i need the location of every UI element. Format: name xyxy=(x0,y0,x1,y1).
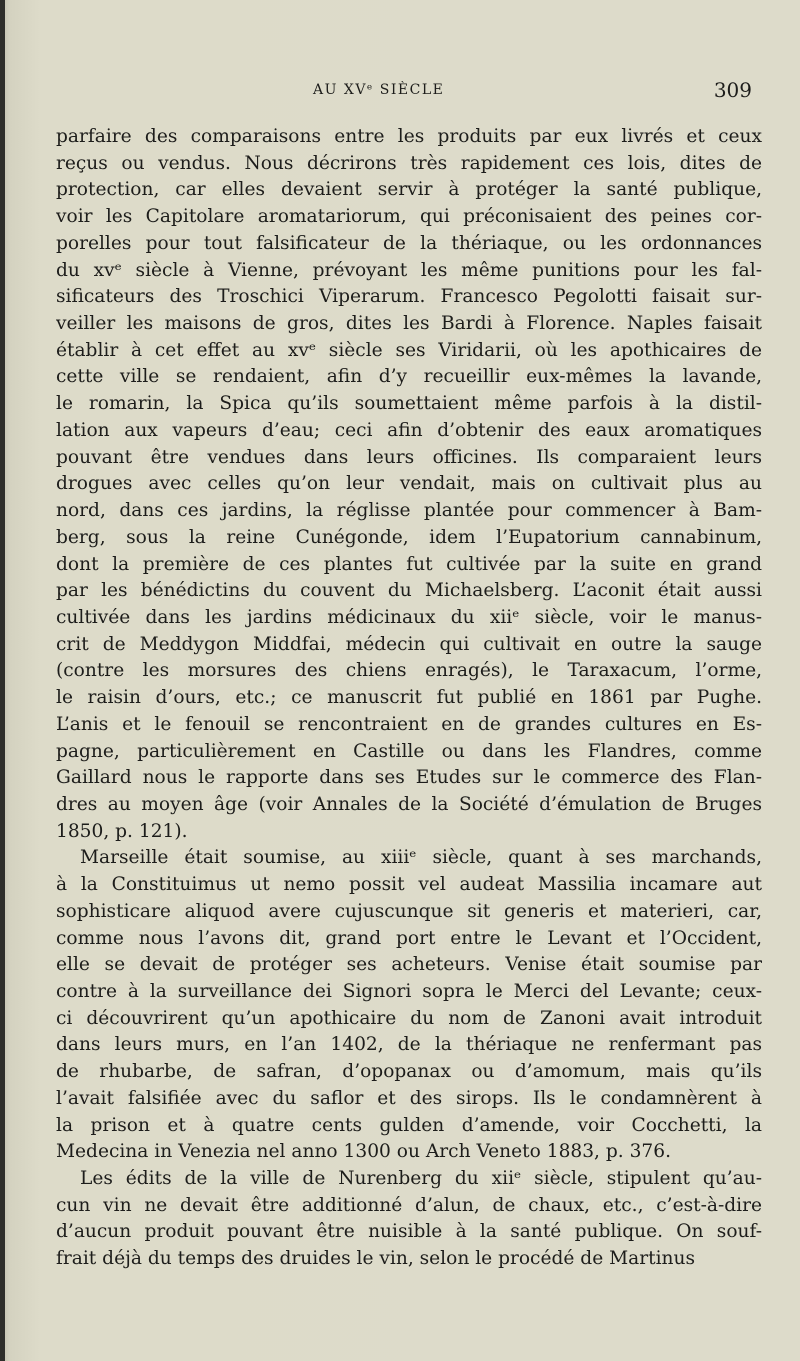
text-line: nord, dans ces jardins, la réglisse plantée pour commencer à Bam- xyxy=(56,500,762,522)
text-line: drogues avec celles qu’on leur vendait, mais on cultivait plus au xyxy=(56,473,762,495)
text-line: comme nous l’avons dit, grand port entre le Levant et l’Occident, xyxy=(56,927,762,949)
text-line: reçus ou vendus. Nous décrirons très rapidement ces lois, dites de xyxy=(56,152,762,174)
text-line: crit de Meddygon Middfai, médecin qui cultivait en outre la sauge xyxy=(56,633,762,655)
page-gutter-edge xyxy=(0,0,5,1361)
text-line: (contre les morsures des chiens enragés), le Taraxacum, l’orme, xyxy=(56,660,762,682)
text-line: sophisticare aliquod avere cujuscunque sit generis et materieri, car, xyxy=(56,900,762,922)
text-line: ci découvrirent qu’un apothicaire du nom de Zanoni avait introduit xyxy=(56,1007,762,1029)
text-line: berg, sous la reine Cunégonde, idem l’Eupatorium cannabinum, xyxy=(56,526,762,548)
text-line: Medecina in Venezia nel anno 1300 ou Arch Veneto 1883, p. 376. xyxy=(56,1141,671,1163)
text-line: 1850, p. 121). xyxy=(56,820,188,842)
text-line: parfaire des comparaisons entre les produits par eux livrés et ceux xyxy=(56,126,762,147)
text-line: à la Constituimus ut nemo possit vel audeat Massilia incamare aut xyxy=(56,874,762,896)
text-line: la prison et à quatre cents gulden d’amende, voir Cocchetti, la xyxy=(56,1114,762,1136)
text-line: sificateurs des Troschici Viperarum. Francesco Pegolotti faisait sur- xyxy=(56,286,762,308)
text-line: porelles pour tout falsificateur de la thériaque, ou les ordonnances xyxy=(56,232,762,254)
text-line: frait déjà du temps des druides le vin, selon le procédé de Martinus xyxy=(56,1248,696,1270)
text-line: L’anis et le fenouil se rencontraient en de grandes cultures en Es- xyxy=(56,713,762,735)
text-line: cette ville se rendaient, afin d’y recueillir eux-mêmes la lavande, xyxy=(56,366,762,388)
text-line: cun vin ne devait être additionné d’alun, de chaux, etc., c’est-à-dire xyxy=(56,1194,762,1216)
page-header xyxy=(56,78,762,108)
running-head: AU XVᵉ SIÈCLE xyxy=(313,82,445,98)
text-line: établir à cet effet au xvᵉ siècle ses Viridarii, où les apothicaires de xyxy=(56,339,762,361)
text-line: dans leurs murs, en l’an 1402, de la thériaque ne renfermant pas xyxy=(56,1034,762,1056)
text-line: elle se devait de protéger ses acheteurs. Venise était soumise par xyxy=(56,954,762,976)
text-line: pagne, particulièrement en Castille ou dans les Flandres, comme xyxy=(56,740,762,762)
text-line: pouvant être vendues dans leurs officines. Ils comparaient leurs xyxy=(56,446,762,468)
text-line: contre à la surveillance dei Signori sopra le Merci del Levante; ceux- xyxy=(56,981,762,1002)
text-line: Marseille était soumise, au xiiiᵉ siècle, quant à ses marchands, xyxy=(80,847,762,869)
text-line: par les bénédictins du couvent du Michaelsberg. L’aconit était aussi xyxy=(56,580,762,602)
text-line: le raisin d’ours, etc.; ce manuscrit fut publié en 1861 par Pughe. xyxy=(56,687,762,709)
text-line: le romarin, la Spica qu’ils soumettaient même parfois à la distil- xyxy=(56,393,762,415)
body-text xyxy=(56,124,762,1273)
text-line: dont la première de ces plantes fut cultivée par la suite en grand xyxy=(56,553,762,575)
text-line: lation aux vapeurs d’eau; ceci afin d’obtenir des eaux aromatiques xyxy=(56,419,762,441)
text-line: du xvᵉ siècle à Vienne, prévoyant les même punitions pour les fal- xyxy=(56,259,762,281)
text-line: protection, car elles devaient servir à protéger la santé publique, xyxy=(56,179,762,201)
text-line: Gaillard nous le rapporte dans ses Etudes sur le commerce des Flan- xyxy=(56,767,762,789)
text-line: l’avait falsifiée avec du saflor et des sirops. Ils le condamnèrent à xyxy=(56,1087,762,1109)
text-line: voir les Capitolare aromatariorum, qui préconisaient des peines cor- xyxy=(56,206,762,228)
text-line: Les édits de la ville de Nurenberg du xiiᵉ siècle, stipulent qu’au- xyxy=(80,1168,762,1190)
text-line: d’aucun produit pouvant être nuisible à la santé publique. On souf- xyxy=(56,1221,762,1243)
page-number: 309 xyxy=(713,78,752,102)
text-line: de rhubarbe, de safran, d’opopanax ou d’amomum, mais qu’ils xyxy=(56,1061,762,1083)
text-line: dres au moyen âge (voir Annales de la Société d’émulation de Bruges xyxy=(56,793,762,815)
text-line: veiller les maisons de gros, dites les Bardi à Florence. Naples faisait xyxy=(56,313,762,335)
text-line: cultivée dans les jardins médicinaux du xiiᵉ siècle, voir le manus- xyxy=(56,606,762,628)
